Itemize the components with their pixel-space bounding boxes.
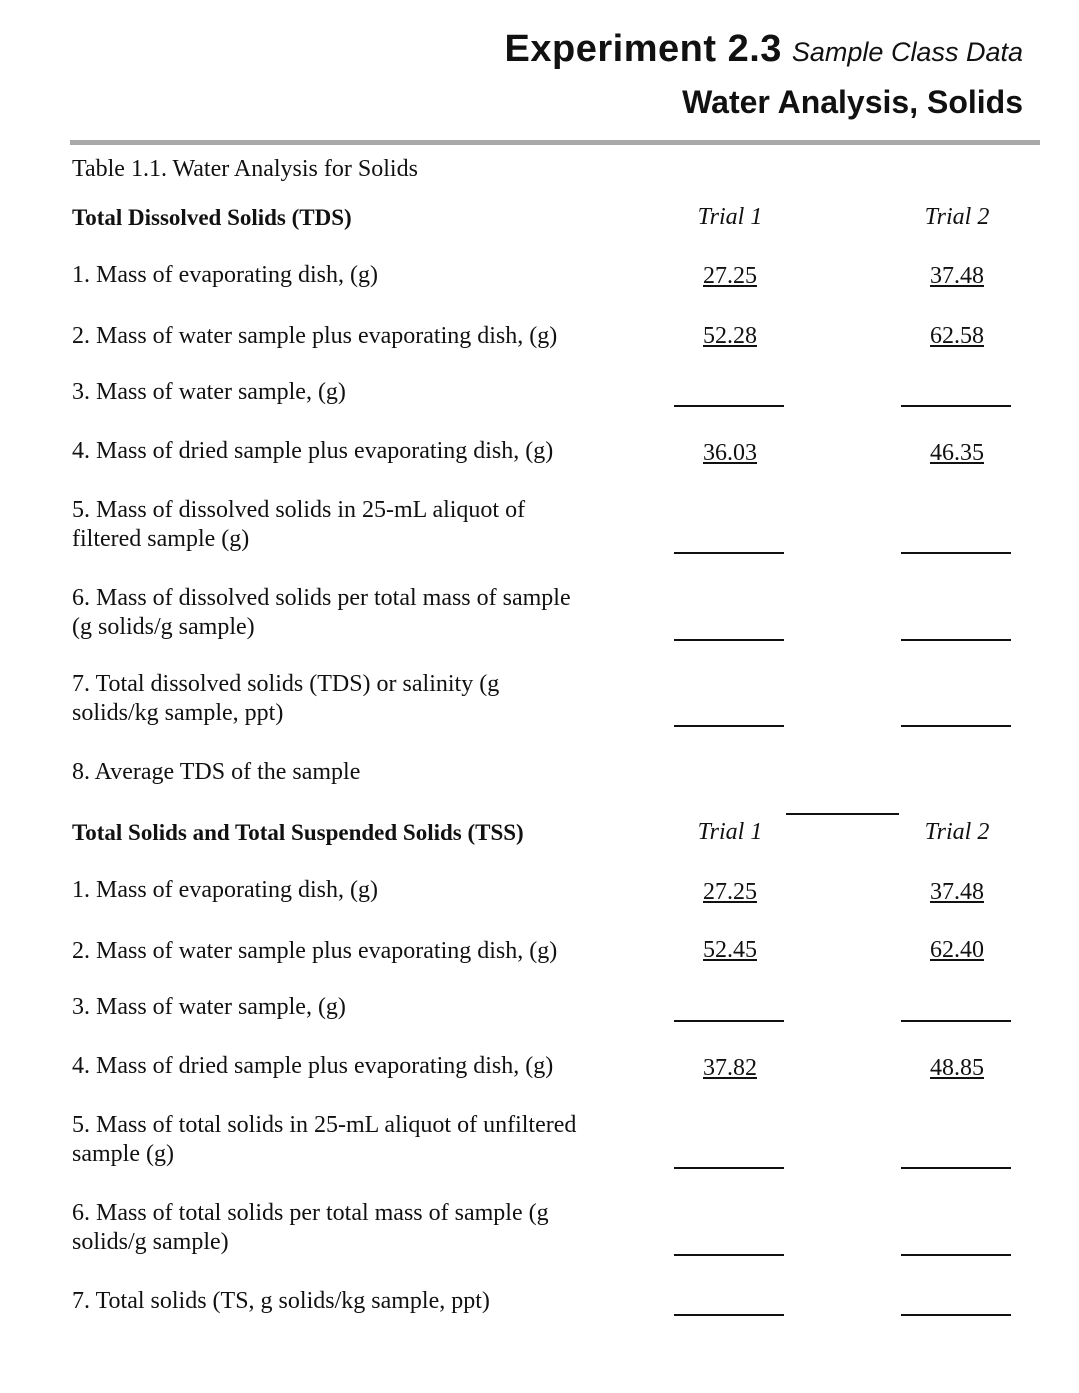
tss-row-7-trial1-blank xyxy=(674,1314,784,1316)
tss-row-3-trial2-blank xyxy=(901,1020,1011,1022)
tss-row-5-trial2-blank xyxy=(901,1167,1011,1169)
tss-trial1-header: Trial 1 xyxy=(697,819,763,845)
tds-row-1-trial1-value: 27.25 xyxy=(703,263,757,289)
experiment-title: Experiment 2.3 xyxy=(504,28,782,70)
tds-row-6-label-line2: (g solids/g sample) xyxy=(72,614,255,640)
tss-row-6-label-line1: 6. Mass of total solids per total mass of sample (g xyxy=(72,1200,549,1226)
tds-row-5-label-line1: 5. Mass of dissolved solids in 25-mL aliquot of xyxy=(72,497,526,523)
experiment-title-row xyxy=(505,28,1023,71)
tss-row-1-trial2-value: 37.48 xyxy=(930,879,984,905)
tss-row-6-trial2-blank xyxy=(901,1254,1011,1256)
tss-row-5-label xyxy=(72,1111,632,1169)
tds-row-4-label: 4. Mass of dried sample plus evaporating dish, (g) xyxy=(72,438,554,464)
tss-row-1-trial1-value: 27.25 xyxy=(703,879,757,905)
tds-row-5-label xyxy=(72,496,632,554)
tss-row-6-label-line2: solids/g sample) xyxy=(72,1229,229,1255)
tds-row-5-label-line2: filtered sample (g) xyxy=(72,526,250,552)
tds-row-7-trial2-blank xyxy=(901,725,1011,727)
tss-row-3-trial1-blank xyxy=(674,1020,784,1022)
tds-row-5-trial1-blank xyxy=(674,552,784,554)
table-caption: Table 1.1. Water Analysis for Solids xyxy=(72,156,418,182)
tds-row-5-trial2-blank xyxy=(901,552,1011,554)
tss-row-4-trial1-value: 37.82 xyxy=(703,1055,757,1081)
tss-row-4-label: 4. Mass of dried sample plus evaporating dish, (g) xyxy=(72,1053,554,1079)
tss-row-5-label-line2: sample (g) xyxy=(72,1141,174,1167)
tds-row-3-trial1-blank xyxy=(674,405,784,407)
tss-trial2-header: Trial 2 xyxy=(924,819,990,845)
tds-row-7-trial1-blank xyxy=(674,725,784,727)
tds-row-7-label xyxy=(72,670,632,728)
tds-row-6-label xyxy=(72,584,632,642)
tds-row-3-label: 3. Mass of water sample, (g) xyxy=(72,379,346,405)
tds-trial2-header: Trial 2 xyxy=(924,204,990,230)
tds-row-7-label-line1: 7. Total dissolved solids (TDS) or salinity (g xyxy=(72,671,500,697)
tds-section-heading: Total Dissolved Solids (TDS) xyxy=(72,205,352,230)
tds-average-blank xyxy=(786,813,899,815)
tss-row-2-trial2-value: 62.40 xyxy=(930,937,984,963)
tds-row-2-trial2-value: 62.58 xyxy=(930,323,984,349)
tds-row-8-label: 8. Average TDS of the sample xyxy=(72,759,361,785)
tds-row-6-trial1-blank xyxy=(674,639,784,641)
tss-row-1-label: 1. Mass of evaporating dish, (g) xyxy=(72,877,378,903)
tds-row-4-trial2-value: 46.35 xyxy=(930,440,984,466)
page-subtitle: Water Analysis, Solids xyxy=(682,84,1023,120)
header-divider xyxy=(70,140,1040,145)
sample-class-data-label: Sample Class Data xyxy=(791,37,1023,67)
tds-row-3-trial2-blank xyxy=(901,405,1011,407)
tss-row-3-label: 3. Mass of water sample, (g) xyxy=(72,994,346,1020)
tds-row-7-label-line2: solids/kg sample, ppt) xyxy=(72,700,284,726)
tss-row-5-label-line1: 5. Mass of total solids in 25-mL aliquot of unfiltered xyxy=(72,1112,577,1138)
tds-trial1-header: Trial 1 xyxy=(697,204,763,230)
tds-row-1-trial2-value: 37.48 xyxy=(930,263,984,289)
tss-section-heading: Total Solids and Total Suspended Solids (TSS) xyxy=(72,820,524,845)
tss-row-2-label: 2. Mass of water sample plus evaporating dish, (g) xyxy=(72,938,558,964)
tss-row-6-label xyxy=(72,1199,632,1257)
tss-row-7-trial2-blank xyxy=(901,1314,1011,1316)
tds-row-2-trial1-value: 52.28 xyxy=(703,323,757,349)
tss-row-2-trial1-value: 52.45 xyxy=(703,937,757,963)
tss-row-5-trial1-blank xyxy=(674,1167,784,1169)
tds-row-2-label: 2. Mass of water sample plus evaporating dish, (g) xyxy=(72,323,558,349)
tss-row-6-trial1-blank xyxy=(674,1254,784,1256)
tds-row-6-label-line1: 6. Mass of dissolved solids per total mass of sample xyxy=(72,585,571,611)
tss-row-7-label: 7. Total solids (TS, g solids/kg sample, ppt) xyxy=(72,1288,490,1314)
tds-row-1-label: 1. Mass of evaporating dish, (g) xyxy=(72,262,378,288)
tds-row-4-trial1-value: 36.03 xyxy=(703,440,757,466)
tss-row-4-trial2-value: 48.85 xyxy=(930,1055,984,1081)
tds-row-6-trial2-blank xyxy=(901,639,1011,641)
